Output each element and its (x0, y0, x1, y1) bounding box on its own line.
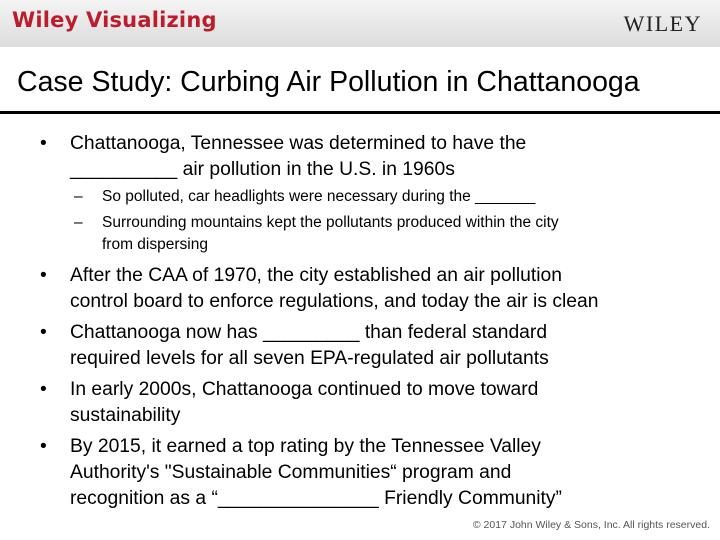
copyright-footer: © 2017 John Wiley & Sons, Inc. All rights reserved. (472, 519, 710, 531)
bullet-dot: • (40, 265, 47, 286)
sub-bullet-dash: – (74, 214, 83, 231)
sub-bullet-dash: – (74, 188, 83, 205)
bullet-text: In early 2000s, Chattanooga continued to move toward (70, 379, 539, 400)
title-divider (0, 111, 720, 114)
bullet-text: sustainability (70, 405, 181, 426)
bullet-text: By 2015, it earned a top rating by the Tennessee Valley (70, 436, 541, 457)
sub-bullet-text: from dispersing (102, 236, 208, 253)
bullet-text: After the CAA of 1970, the city established an air pollution (70, 265, 562, 286)
bullet-dot: • (40, 379, 47, 400)
wiley-visualizing-logo: Wiley Visualizing (12, 8, 217, 32)
header-band (0, 0, 720, 47)
sub-bullet-text: So polluted, car headlights were necessary during the _______ (102, 188, 536, 205)
bullet-text: Chattanooga now has _________ than federal standard (70, 322, 548, 343)
bullet-text: Chattanooga, Tennessee was determined to have the (70, 133, 527, 154)
bullet-text: required levels for all seven EPA-regulated air pollutants (70, 348, 549, 369)
bullet-dot: • (40, 436, 47, 457)
bullet-text: Authority's "Sustainable Communities“ program and (70, 462, 512, 483)
bullet-text: recognition as a “_______________ Friendly Community” (70, 488, 562, 509)
bullet-text: control board to enforce regulations, and today the air is clean (70, 291, 599, 312)
wiley-logo: WILEY (623, 11, 702, 36)
bullet-dot: • (40, 133, 47, 154)
sub-bullet-text: Surrounding mountains kept the pollutants produced within the city (102, 214, 559, 231)
bullet-text: __________ air pollution in the U.S. in 1960s (70, 159, 455, 180)
bullet-dot: • (40, 322, 47, 343)
slide-title: Case Study: Curbing Air Pollution in Chattanooga (17, 66, 640, 98)
